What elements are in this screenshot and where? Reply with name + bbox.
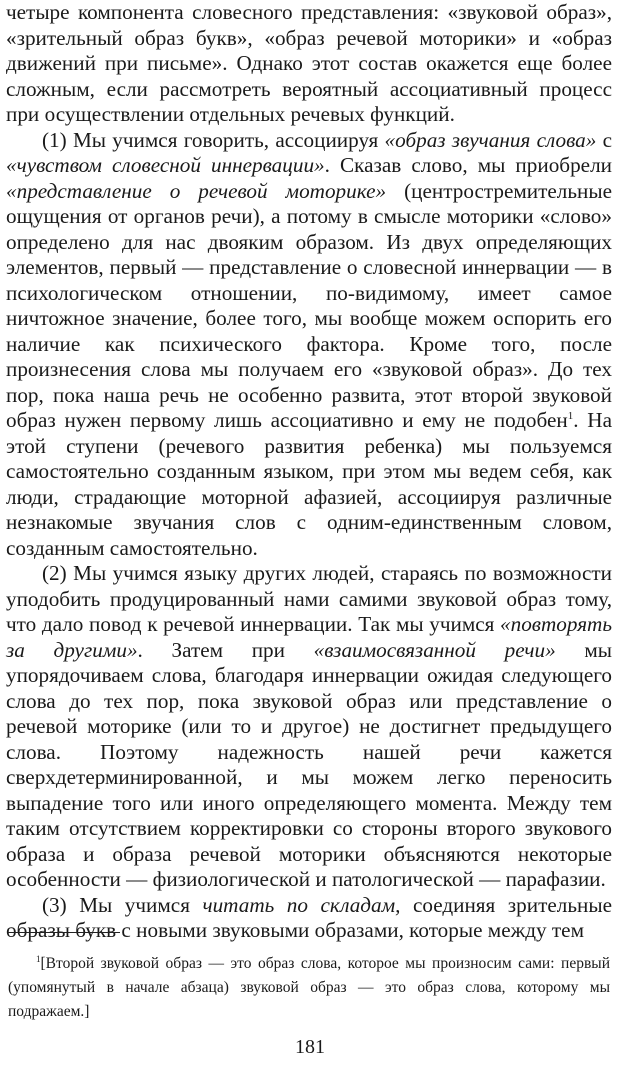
footnote-ref: 1 — [567, 410, 574, 422]
text-run: (2) Мы учимся языку других людей, стараясь по возможности уподобить продуцированный нами самими звуковой образ тому, что дало повод к речевой иннервации. Так мы учимся — [6, 561, 612, 636]
italic-phrase: читать по складам, — [202, 892, 401, 917]
paragraph — [6, 128, 612, 562]
text-run: мы упорядочиваем слова, благодаря иннервации ожидая следующего слова до тех пор, пока звуковой образ или представление о речевой моторике (или то и другое) не достигнет предыдущего слова. Поэтому надежность нашей речи кажется сверхдетерминированной, и мы можем легко переносить выпадение того или иного определяющего момента. Между тем таким отсутствием корректировки со стороны второго звукового образа и образа речевой моторики объясняются некоторые особенности — физиологической и патологической — парафазии. — [6, 637, 612, 891]
paragraph — [6, 893, 612, 944]
footnote — [8, 952, 610, 1024]
text-run: (1) Мы учимся говорить, ассоциируя — [42, 127, 385, 152]
body-text — [6, 0, 612, 944]
text-run: (центростремительные ощущения от органов речи), а потому в смысле моторики «слово» определено для нас двояким образом. Из двух определяющих элементов, первый — представление о словесной иннервации — в психологическом отношении, по-видимому, имеет самое ничтожное значение, более того, мы вообще можем оспорить его наличие как психического фактора. Кроме того, после произнесения слова мы получаем его «звуковой образ». До тех пор, пока наша речь не особенно развита, этот второй звуковой образ нужен первому лишь ассоциативно и ему не подобен — [6, 178, 612, 432]
text-run: . На этой ступени (речевого развития ребенка) мы пользуемся самостоятельно созданным языком, при этом мы ведем себя, как люди, страдающие моторной афазией, ассоциируя различные незнакомые звучания слов с одним-единственным словом, созданным самостоятельно. — [6, 408, 612, 560]
text-run: четыре компонента словесного представления: «звуковой образ», «зрительный образ букв», «образ речевой моторики» и «образ движений при письме». Однако этот состав окажется еще более сложным, если рассмотреть вероятный ассоциативный процесс при осуществлении отдельных речевых функций. — [6, 0, 612, 126]
italic-phrase: «представление о речевой моторике» — [6, 178, 387, 203]
italic-phrase: «повторять за другими» — [6, 612, 612, 662]
text-run: с — [596, 127, 612, 152]
paragraph — [6, 0, 612, 128]
text-run: . Затем при — [137, 637, 314, 662]
page-number: 181 — [295, 1036, 325, 1058]
italic-phrase: «взаимосвязанной речи» — [313, 637, 556, 662]
text-run: соединяя зрительные образы букв с новыми звуковыми образами, которые между тем — [6, 892, 612, 942]
italic-phrase: «образ звучания слова» — [384, 127, 597, 152]
footnote-text: [Второй звуковой образ — это образ слова, которое мы произносим сами: первый (упомянутый в начале абзаца) звуковой образ — это образ слова, которому мы подражаем.] — [8, 955, 610, 1020]
italic-phrase: «чувством словесной иннервации» — [6, 153, 325, 177]
text-run: (3) Мы учимся — [42, 892, 203, 917]
text-run: . Сказав слово, мы приобрели — [324, 153, 612, 177]
footnote-marker: 1 — [36, 954, 41, 964]
paragraph — [6, 561, 612, 893]
footnote-separator — [8, 932, 120, 933]
